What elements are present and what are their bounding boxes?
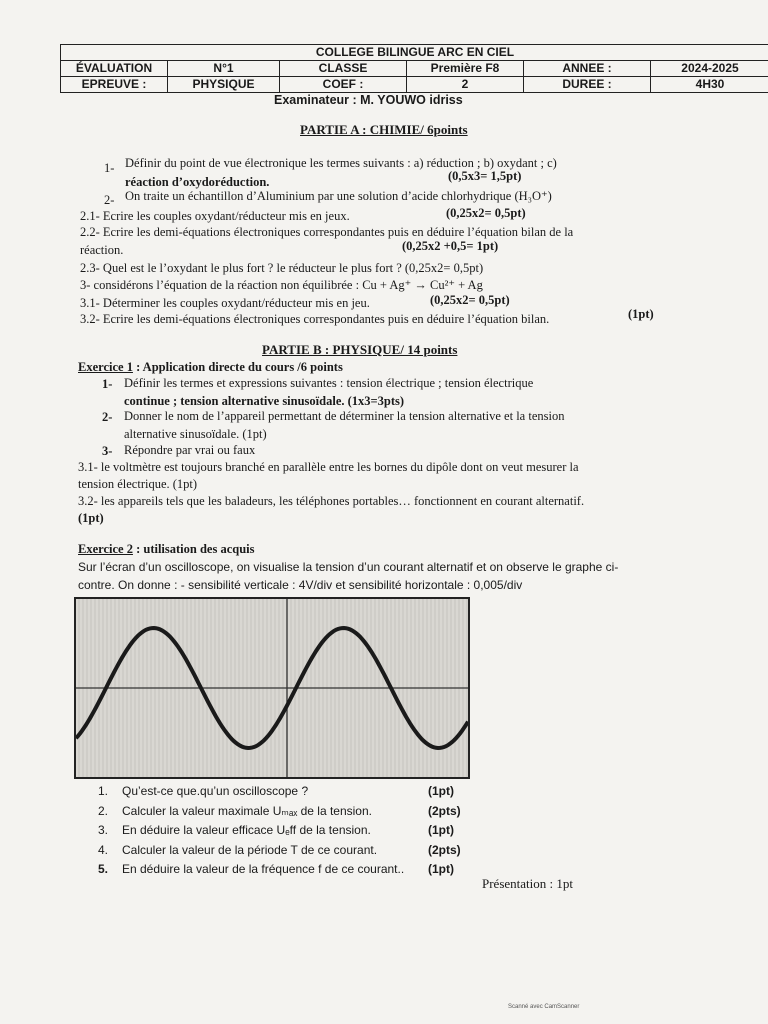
item-number: 2-: [102, 410, 113, 424]
question-points: (0,25x2 +0,5= 1pt): [402, 239, 499, 253]
question-text: 2.1- Ecrire les couples oxydant/réducteur mis en jeux.: [80, 209, 350, 223]
question-text: 2.3- Quel est le l’oxydant le plus fort ? le réducteur le plus fort ? (0,25x2= 0,5pt): [80, 261, 484, 275]
question-points: (1pt): [78, 511, 104, 525]
question-text: alternative sinusoïdale. (1pt): [124, 427, 267, 441]
question-text: Définir du point de vue électronique les termes suivants : a) réduction ; b) oxydant ; c): [125, 156, 557, 170]
question-text: réaction.: [80, 243, 124, 257]
header-cell: COEF :: [280, 77, 407, 93]
exercise-1-heading: Exercice 1 : Application directe du cours /6 points: [78, 360, 343, 374]
question-item-text: Qu’est-ce que.qu’un oscilloscope ?: [122, 784, 309, 798]
question-text: 3.1- le voltmètre est toujours branché en parallèle entre les bornes du dipôle dont on veut mesurer la: [78, 460, 579, 474]
question-text: 3.2- les appareils tels que les baladeurs, les téléphones portables… fonctionnent en courant alternatif.: [78, 494, 585, 508]
question-text: 3.2- Ecrire les demi-équations électroniques correspondantes puis en déduire l’équation bilan.: [80, 312, 550, 326]
question-text: Donner le nom de l’appareil permettant de déterminer la tension alternative et la tension: [124, 409, 565, 423]
header-cell: DUREE :: [524, 77, 651, 93]
header-cell: 2024-2025: [651, 61, 768, 77]
question-item-text: En déduire la valeur de la fréquence f de ce courant..: [122, 862, 405, 876]
question-item-points: (2pts): [428, 842, 461, 857]
scanner-watermark: Scanné avec CamScanner: [508, 1004, 580, 1010]
examiner: Examinateur : M. YOUWO idriss: [274, 93, 463, 107]
question-item-text: En déduire la valeur efficace Uₑff de la tension.: [122, 823, 371, 837]
question-item-text: Calculer la valeur de la période T de ce courant.: [122, 842, 378, 857]
question-item-number: 5.: [98, 862, 109, 876]
header-cell: ÉVALUATION: [61, 61, 168, 77]
exercise-2-heading: Exercice 2 : utilisation des acquis: [78, 542, 255, 556]
question-points: (0,5x3= 1,5pt): [448, 169, 522, 183]
item-number: 2-: [104, 193, 115, 207]
question-text: On traite un échantillon d’Aluminium par une solution d’acide chlorhydrique (H₃O⁺): [125, 189, 552, 203]
school-name: COLLEGE BILINGUE ARC EN CIEL: [61, 45, 768, 61]
question-item-text: Calculer la valeur maximale Uₘₐₓ de la tension.: [122, 803, 372, 818]
question-text: Définir les termes et expressions suivantes : tension électrique ; tension électrique: [124, 376, 534, 390]
question-text: Répondre par vrai ou faux: [124, 443, 256, 457]
question-item-points: (1pt): [428, 823, 454, 837]
question-item-number: 3.: [98, 823, 109, 837]
part-a-title: PARTIE A : CHIMIE/ 6points: [300, 122, 468, 137]
question-points: (0,25x2= 0,5pt): [430, 293, 510, 307]
question-item-points: (1pt): [428, 784, 454, 798]
header-cell: CLASSE: [280, 61, 407, 77]
question-text: 3.1- Déterminer les couples oxydant/réducteur mis en jeu.: [80, 296, 370, 310]
header-cell: ANNEE :: [524, 61, 651, 77]
oscilloscope-graph: [76, 599, 468, 777]
oscilloscope-screen: [74, 597, 470, 779]
question-text: réaction d’oxydoréduction.: [125, 175, 270, 189]
item-number: 1-: [104, 161, 115, 175]
question-text: continue ; tension alternative sinusoïdale. (1x3=3pts): [124, 394, 405, 408]
presentation-points: Présentation : 1pt: [482, 876, 573, 891]
question-text: tension électrique. (1pt): [78, 477, 198, 491]
question-item-points: (1pt): [428, 862, 454, 876]
question-points: (0,25x2= 0,5pt): [446, 206, 526, 220]
question-item-points: (2pts): [428, 803, 461, 818]
question-text: 3- considérons l’équation de la réaction non équilibrée : Cu + Ag⁺ → Cu²⁺ + Ag: [80, 278, 483, 292]
header-table: [60, 44, 768, 93]
header-cell: Première F8: [407, 61, 524, 77]
header-cell: 2: [407, 77, 524, 93]
question-item-number: 1.: [98, 784, 109, 798]
question-item-number: 2.: [98, 803, 109, 818]
question-text: Sur l’écran d’un oscilloscope, on visualise la tension d’un courant alternatif et on observe le graphe ci-: [78, 560, 619, 574]
question-points: (1pt): [628, 307, 654, 321]
header-cell: PHYSIQUE: [168, 77, 280, 93]
item-number: 1-: [102, 377, 113, 391]
header-cell: EPREUVE :: [61, 77, 168, 93]
question-text: contre. On donne : - sensibilité verticale : 4V/div et sensibilité horizontale : 0,005/div: [78, 578, 523, 592]
part-b-title: PARTIE B : PHYSIQUE/ 14 points: [262, 342, 458, 357]
question-text: 2.2- Ecrire les demi-équations électroniques correspondantes puis en déduire l’équation bilan de la: [80, 225, 574, 239]
header-cell: N°1: [168, 61, 280, 77]
question-item-number: 4.: [98, 842, 109, 857]
header-cell: 4H30: [651, 77, 768, 93]
item-number: 3-: [102, 444, 113, 458]
